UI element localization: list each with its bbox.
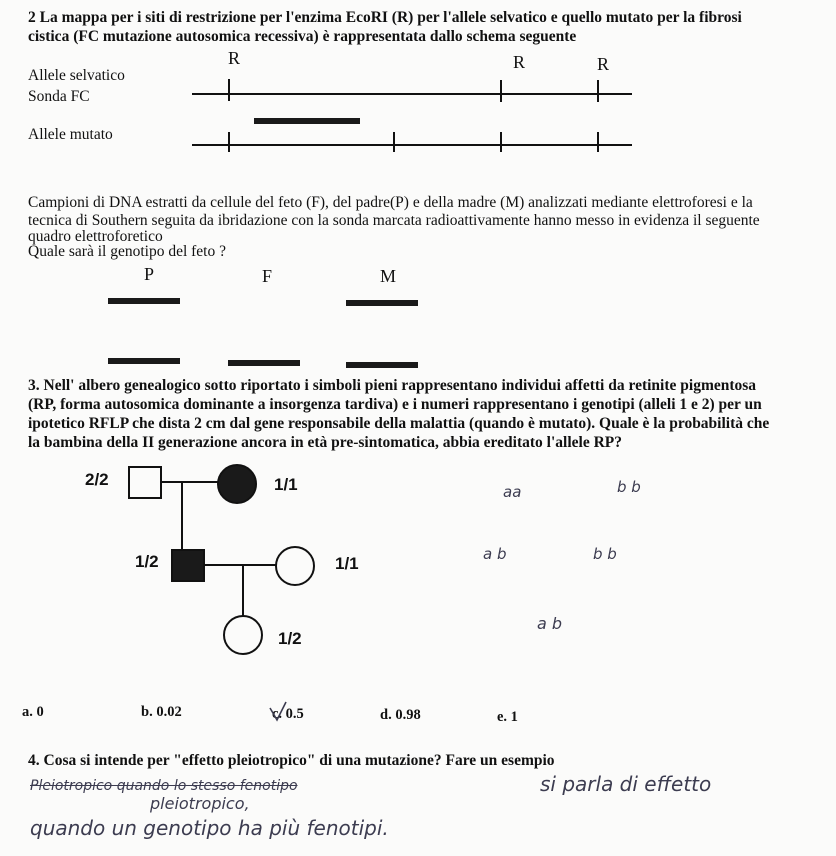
option-a: a. 0 — [22, 704, 44, 720]
gel-band-m-upper — [346, 300, 418, 306]
q2-title-line1: 2 La mappa per i siti di restrizione per l'enzima EcoRI (R) per l'allele selvatico e quello mutato per la fibrosi — [28, 9, 742, 26]
option-b: b. 0.02 — [141, 704, 182, 720]
wild-site-tick-3 — [597, 80, 599, 102]
probe-fc-bar — [254, 118, 360, 124]
q2-text-line1: Campioni di DNA estratti da cellule del feto (F), del padre(P) e della madre (M) analizzati mediante elettroforesi e la — [28, 194, 753, 211]
q3-line1: 3. Nell' albero genealogico sotto riportato i simboli pieni rappresentano individui affetti da retinite pigmentosa — [28, 377, 757, 394]
father-square-affected — [172, 550, 204, 581]
lane-label-f: F — [262, 266, 273, 286]
label-allele-selvatico: Allele selvatico — [28, 67, 125, 84]
handwritten-answer-line2: quando un genotipo ha più fenotipi. — [30, 816, 389, 840]
handwritten-aa: aa — [503, 483, 522, 501]
option-c-checkmark — [268, 700, 288, 724]
option-c: c. 0.5 — [272, 706, 304, 722]
mut-site-tick-2 — [393, 132, 395, 152]
option-e: e. 1 — [497, 709, 518, 725]
grandmother-circle-affected — [218, 465, 256, 503]
q2-text-line2: tecnica di Southern seguita da ibridazione con la sonda marcata radioattivamente hanno messo in evidenza il seguente — [28, 212, 760, 229]
handwritten-ab-2: a b — [537, 614, 563, 633]
lane-label-p: P — [144, 264, 155, 284]
mut-site-tick-3 — [500, 132, 502, 152]
site-r-3: R — [597, 54, 610, 74]
q3-line3: ipotetico RFLP che dista 2 cm dal gene responsabile della malattia (quando è mutato). Quale è la probabilità che — [28, 415, 770, 432]
mut-site-tick-4 — [597, 132, 599, 152]
genotype-mother: 1/1 — [335, 554, 359, 573]
gel-band-p-lower — [108, 358, 180, 364]
q2-title-line2: cistica (FC mutazione autosomica recessiva) è rappresentata dallo schema seguente — [28, 28, 577, 45]
handwritten-bb-2: b b — [593, 545, 617, 563]
wild-site-tick-1 — [228, 79, 230, 101]
genotype-daughter: 1/2 — [278, 629, 302, 648]
grandfather-square — [129, 467, 161, 498]
q2-text-line3: quadro elettroforetico — [28, 228, 163, 245]
handwritten-struck-text: Pleiotropico quando lo stesso fenotipo — [30, 778, 298, 794]
mutated-allele-line — [192, 144, 632, 146]
handwritten-answer-insert: pleiotropico, — [150, 794, 250, 813]
daughter-circle — [224, 616, 262, 654]
genotype-grandfather: 2/2 — [85, 470, 109, 489]
label-sonda-fc: Sonda FC — [28, 88, 90, 105]
lane-label-m: M — [380, 266, 397, 286]
site-r-1: R — [228, 48, 241, 68]
q3-line2: (RP, forma autosomica dominante a insorgenza tardiva) e i numeri rappresentano i genotipi (alleli 1 e 2) per un — [28, 396, 762, 413]
wild-allele-line — [192, 93, 632, 95]
mut-site-tick-1 — [228, 132, 230, 152]
genotype-father: 1/2 — [135, 552, 159, 571]
handwritten-bb-1: b b — [617, 478, 641, 496]
q4-question: 4. Cosa si intende per "effetto pleiotropico" di una mutazione? Fare un esempio — [28, 752, 555, 769]
q3-line4: la bambina della II generazione ancora in età pre-sintomatica, abbia ereditato l'allele RP? — [28, 434, 622, 451]
gel-band-m-lower — [346, 362, 418, 368]
genotype-grandmother: 1/1 — [274, 475, 298, 494]
q2-question: Quale sarà il genotipo del feto ? — [28, 243, 226, 260]
mother-circle — [276, 547, 314, 585]
gel-band-f-lower — [228, 360, 300, 366]
handwritten-answer-line1: si parla di effetto — [540, 772, 712, 796]
option-d: d. 0.98 — [380, 707, 421, 723]
site-r-2: R — [513, 52, 526, 72]
wild-site-tick-2 — [500, 80, 502, 102]
handwritten-ab-1: a b — [483, 545, 507, 563]
label-allele-mutato: Allele mutato — [28, 126, 113, 143]
gel-band-p-upper — [108, 298, 180, 304]
